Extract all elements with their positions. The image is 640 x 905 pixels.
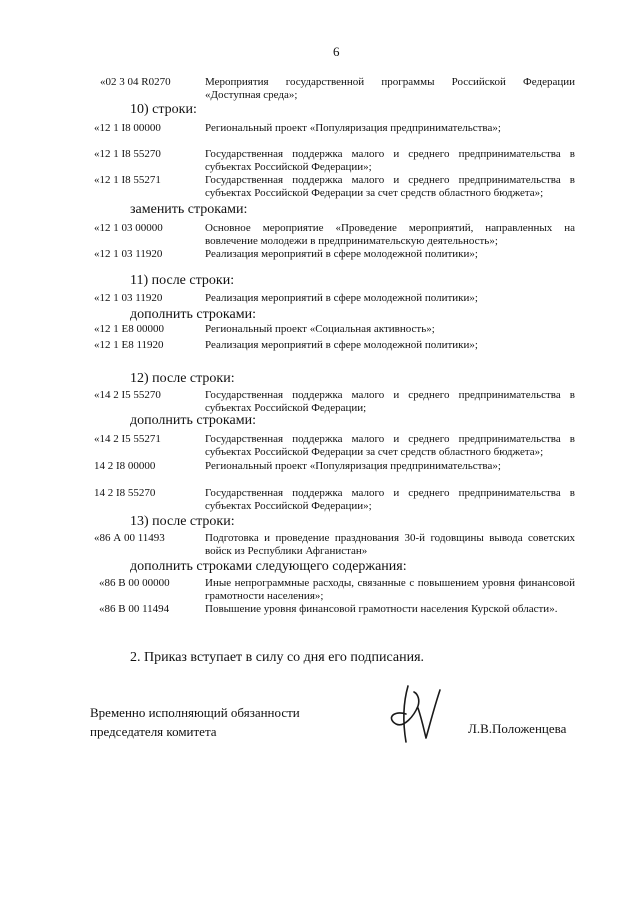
amendment-heading: дополнить строками следующего содержания: <box>130 559 407 574</box>
budget-description: Реализация мероприятий в сфере молодежной политики»; <box>205 292 478 304</box>
amendment-heading: 10) строки: <box>130 102 197 117</box>
budget-description: Основное мероприятие «Проведение мероприятий, направленных на вовлечение молодежи в предпринимательскую деятельность»; <box>205 222 575 247</box>
amendment-heading: заменить строками: <box>130 202 248 217</box>
amendment-heading: 11) после строки: <box>130 273 235 288</box>
budget-description: Региональный проект «Популяризация предпринимательства»; <box>205 122 501 134</box>
handwritten-signature <box>378 680 448 750</box>
amendment-heading: 13) после строки: <box>130 514 235 529</box>
budget-code: «02 3 04 R0270 <box>100 76 171 88</box>
budget-description: Подготовка и проведение празднования 30-й годовщины вывода советских войск из Республики Афганистан» <box>205 532 575 557</box>
budget-description: Государственная поддержка малого и среднего предпринимательства в субъектах Российской Федерации»; <box>205 148 575 173</box>
page-number: 6 <box>333 44 340 59</box>
signatory-position <box>90 703 300 741</box>
budget-description: Государственная поддержка малого и среднего предпринимательства в субъектах Российской Федерации за счет средств областного бюджета»; <box>205 174 575 199</box>
budget-code: «12 1 03 11920 <box>94 248 163 260</box>
budget-code: 14 2 I8 00000 <box>94 460 156 472</box>
amendment-heading: дополнить строками: <box>130 413 256 428</box>
budget-code: «86 А 00 11493 <box>94 532 165 544</box>
budget-code: «12 1 I8 00000 <box>94 122 161 134</box>
budget-code: 14 2 I8 55270 <box>94 487 156 499</box>
budget-description: Региональный проект «Популяризация предпринимательства»; <box>205 460 501 472</box>
budget-code: «86 В 00 00000 <box>99 577 170 589</box>
amendment-heading: дополнить строками: <box>130 307 256 322</box>
budget-code: «12 1 I8 55270 <box>94 148 161 160</box>
budget-description: Повышение уровня финансовой грамотности населения Курской области». <box>205 603 558 615</box>
budget-code: «12 1 03 11920 <box>94 292 163 304</box>
budget-code: «12 1 I8 55271 <box>94 174 161 186</box>
budget-description: Реализация мероприятий в сфере молодежной политики»; <box>205 248 478 260</box>
budget-description: Государственная поддержка малого и среднего предпринимательства в субъектах Российской Федерации»; <box>205 487 575 512</box>
signatory-position-line2: председателя комитета <box>90 724 217 739</box>
clause-2-text: 2. Приказ вступает в силу со дня его подписания. <box>130 650 425 665</box>
budget-code: «12 1 E8 11920 <box>94 339 164 351</box>
budget-description: Государственная поддержка малого и среднего предпринимательства в субъектах Российской Федерации; <box>205 389 575 414</box>
signatory-position-line1: Временно исполняющий обязанности <box>90 705 300 720</box>
budget-description: Мероприятия государственной программы Российской Федерации «Доступная среда»; <box>205 76 575 101</box>
amendment-heading: 12) после строки: <box>130 371 235 386</box>
signatory-name: Л.В.Положенцева <box>468 721 567 736</box>
budget-description: Региональный проект «Социальная активность»; <box>205 323 435 335</box>
budget-code: «12 1 E8 00000 <box>94 323 164 335</box>
budget-code: «14 2 I5 55271 <box>94 433 161 445</box>
budget-description: Иные непрограммные расходы, связанные с повышением уровня финансовой грамотности населения»; <box>205 577 575 602</box>
budget-description: Реализация мероприятий в сфере молодежной политики»; <box>205 339 478 351</box>
budget-code: «14 2 I5 55270 <box>94 389 161 401</box>
budget-code: «12 1 03 00000 <box>94 222 163 234</box>
budget-code: «86 В 00 11494 <box>99 603 170 615</box>
budget-description: Государственная поддержка малого и среднего предпринимательства в субъектах Российской Федерации за счет средств областного бюджета»; <box>205 433 575 458</box>
